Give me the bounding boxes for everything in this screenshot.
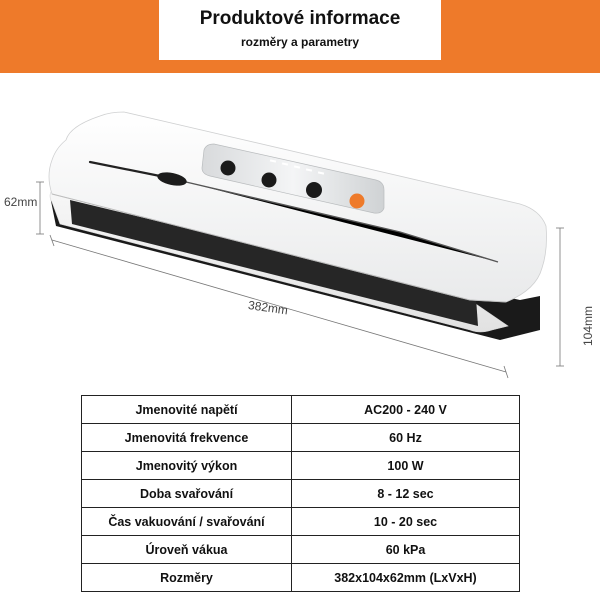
header-box	[159, 0, 441, 60]
spec-label: Jmenovitá frekvence	[82, 424, 292, 452]
table-row	[82, 396, 520, 424]
vac-seal-button-icon	[306, 182, 322, 198]
spec-label: Doba svařování	[82, 480, 292, 508]
spec-label: Jmenovité napětí	[82, 396, 292, 424]
spec-label: Rozměry	[82, 564, 292, 592]
table-row	[82, 424, 520, 452]
page-subtitle: rozměry a parametry	[240, 35, 360, 49]
spec-value: 60 kPa	[292, 536, 520, 564]
stop-button-icon	[350, 194, 365, 209]
table-row	[82, 508, 520, 536]
seal-button-icon	[262, 173, 277, 188]
dim-height-label: 62mm	[4, 195, 38, 209]
dim-width-label: 104mm	[581, 305, 595, 346]
spec-value: 10 - 20 sec	[292, 508, 520, 536]
spec-label: Úroveň vákua	[82, 536, 292, 564]
spec-value: 382x104x62mm (LxVxH)	[292, 564, 520, 592]
vacuum-sealer-illustration	[0, 78, 600, 388]
page-title: Produktové informace	[199, 8, 401, 29]
table-row	[82, 452, 520, 480]
spec-label: Čas vakuování / svařování	[82, 508, 292, 536]
dim-length-label: 382mm	[247, 298, 289, 318]
spec-value: 100 W	[292, 452, 520, 480]
spec-value: 8 - 12 sec	[292, 480, 520, 508]
spec-label: Jmenovitý výkon	[82, 452, 292, 480]
table-row	[82, 564, 520, 592]
spec-value: 60 Hz	[292, 424, 520, 452]
table-row	[82, 536, 520, 564]
spec-value: AC200 - 240 V	[292, 396, 520, 424]
table-row	[82, 480, 520, 508]
food-button-icon	[221, 161, 236, 176]
spec-table	[81, 395, 520, 592]
